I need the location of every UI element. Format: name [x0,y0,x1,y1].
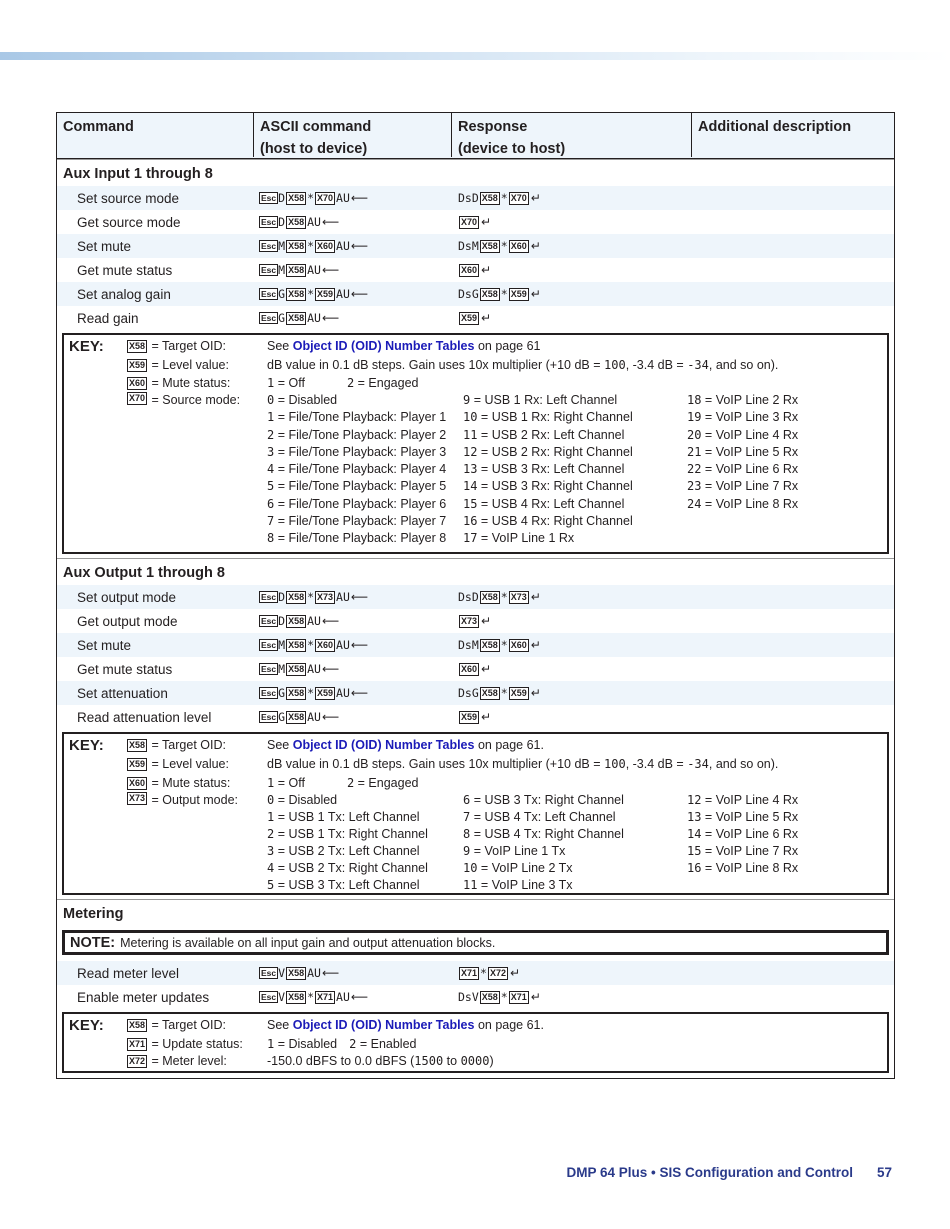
mode-entry: 19 = VoIP Line 3 Rx [687,410,799,425]
variable-token: X60 [317,240,334,251]
oid-table-link[interactable]: Object ID (OID) Number Tables [292,339,475,353]
response: DsG X58 * X59 ↵ [458,686,541,700]
note-label: NOTE: [70,934,116,951]
response: DsD X58 * X73 ↵ [458,590,541,604]
command-name: Set mute [77,238,132,254]
header-band [0,52,950,60]
section-title-metering: Metering [63,906,124,922]
ascii-command: Esc G X58 AU ⟵ [261,311,340,325]
enter-arrow-icon: ⟵ [321,662,340,676]
enter-arrow-icon: ⟵ [321,710,340,724]
key-box-aux-output: KEY: X58 = Target OID: See Object ID (OID) Number Tables on page 61. X59 = Level value: dB value in 0.1 dB steps. Gain uses 10x multiplier (+10 dB = 100, -3.4 dB = -34, and so on). X60 = Mute status: 1 = Off 2 = Engaged X73 = Output mode: 0 = Disabled 1 = USB 1 Tx: Left Channel 2 = USB 1 Tx: Right Channel 3 = USB 2 Tx: Left Channel 4 = USB 2 Tx: Right Channel 5 = USB 3 Tx: Left Channel 6 = USB 3 Tx: Right Channel 7 = USB 4 Tx: Left Channel 8 = USB 4 Tx: Right Channel 9 = VoIP Line 1 Tx 10 = VoIP Line 2 Tx 11 = VoIP Line 3 Tx 12 = VoIP Line 4 Rx 13 = VoIP Line 5 Rx 14 = VoIP Line 6 Rx 15 = VoIP Line 7 Rx 16 = VoIP Line 8 Rx [62,732,889,895]
return-arrow-icon: ↵ [530,990,541,1004]
variable-token: Esc [261,688,277,698]
note-box [62,930,889,955]
command-name: Get mute status [77,262,173,278]
key-label: KEY: [69,338,104,355]
variable-token: X71 [461,967,478,978]
variable-token: X70 [510,192,527,203]
command-name: Set output mode [77,589,177,605]
variable-token: X60 [510,639,527,650]
mode-entry: 18 = VoIP Line 2 Rx [687,393,799,407]
mode-entry: 12 = VoIP Line 4 Rx [687,793,799,807]
variable-token: X58 [288,192,305,203]
variable-token: Esc [261,193,277,203]
mode-entry: 4 = USB 2 Tx: Right Channel [267,860,428,875]
command-name: Get output mode [77,613,178,629]
mode-entry: 9 = VoIP Line 1 Tx [463,843,566,858]
variable-token: Esc [261,265,277,275]
ascii-command: Esc M X58 AU ⟵ [261,662,340,676]
key-box-aux-input: KEY: X58 = Target OID: See Object ID (OID) Number Tables on page 61 X59 = Level value: dB value in 0.1 dB steps. Gain uses 10x multiplier (+10 dB = 100, -3.4 dB = -34, and so on). X60 = Mute status: 1 = Off 2 = Engaged X70 = Source mode: 0 = Disabled 1 = File/Tone Playback: Player 1 2 = File/Tone Playback: Player 2 3 = File/Tone Playback: Player 3 4 = File/Tone Playback: Player 4 5 = File/Tone Playback: Player 5 6 = File/Tone Playback: Player 6 7 = File/Tone Playback: Player 7 8 = File/Tone Playback: Player 8 9 = USB 1 Rx: Left Channel 10 = USB 1 Rx: Right Channel 11 = USB 2 Rx: Left Channel 12 = USB 2 Rx: Right Channel 13 = USB 3 Rx: Left Channel 14 = USB 3 Rx: Right Channel 15 = USB 4 Rx: Left Channel 16 = USB 4 Rx: Right Channel 17 = VoIP Line 1 Rx 18 = VoIP Line 2 Rx 19 = VoIP Line 3 Rx 20 = VoIP Line 4 Rx 21 = VoIP Line 5 Rx 22 = VoIP Line 6 Rx 23 = VoIP Line 7 Rx 24 = VoIP Line 8 Rx [62,333,889,554]
variable-token: X70 [129,393,146,403]
return-arrow-icon: ↵ [481,614,492,628]
col-response: Response [458,119,528,135]
mode-entry: 7 = File/Tone Playback: Player 7 [267,514,447,529]
return-arrow-icon: ↵ [530,239,541,253]
variable-token: X60 [510,240,527,251]
mode-entry: 22 = VoIP Line 6 Rx [687,462,799,477]
ascii-command: Esc D X58 * X70 AU ⟵ [261,191,369,205]
col-ascii: ASCII command [260,119,372,135]
enter-arrow-icon: ⟵ [321,263,340,277]
command-table [56,112,895,1079]
variable-token: X58 [288,711,305,722]
mode-entry: 16 = VoIP Line 8 Rx [687,860,799,875]
variable-token: Esc [261,712,277,722]
response [458,311,491,325]
response [458,614,491,628]
ascii-command: Esc V X58 AU ⟵ [261,966,340,980]
variable-token: X71 [510,991,527,1002]
output-mode-list [267,792,887,893]
enter-arrow-icon: ⟵ [350,990,369,1004]
mode-entry: 4 = File/Tone Playback: Player 4 [267,462,447,477]
enter-arrow-icon: ⟵ [321,966,340,980]
mode-entry: 16 = USB 4 Rx: Right Channel [463,514,633,529]
mode-entry: 21 = VoIP Line 5 Rx [687,444,799,459]
return-arrow-icon: ↵ [481,263,492,277]
variable-token: X60 [317,639,334,650]
variable-token: X60 [461,264,478,275]
ascii-command: Esc D X58 AU ⟵ [261,614,340,628]
col-description: Additional description [698,119,852,135]
variable-token: Esc [261,992,277,1002]
variable-token: X58 [288,591,305,602]
ascii-command: Esc D X58 AU ⟵ [261,215,340,229]
variable-token: X58 [481,240,498,251]
mode-entry: 6 = File/Tone Playback: Player 6 [267,496,447,511]
page-footer [566,1165,892,1180]
response: DsM X58 * X60 ↵ [458,638,541,652]
enter-arrow-icon: ⟵ [350,686,369,700]
enter-arrow-icon: ⟵ [350,239,369,253]
response: DsM X58 * X60 ↵ [458,239,541,253]
command-name: Set source mode [77,190,180,206]
mode-column [267,392,463,548]
mode-column [687,392,837,548]
variable-token: X58 [481,288,498,299]
mode-entry: 8 = USB 4 Tx: Right Channel [463,826,624,841]
mode-entry: 20 = VoIP Line 4 Rx [687,427,799,442]
enter-arrow-icon: ⟵ [350,191,369,205]
variable-token: X58 [129,740,146,750]
variable-token: X58 [288,967,305,978]
table-row [57,585,894,609]
ascii-command: Esc G X58 AU ⟵ [261,710,340,724]
variable-token: X58 [288,288,305,299]
variable-token: Esc [261,640,277,650]
table-row [57,985,894,1009]
mode-entry: 7 = USB 4 Tx: Left Channel [463,809,616,824]
table-row [57,961,894,985]
return-arrow-icon: ↵ [481,311,492,325]
command-name: Read meter level [77,965,180,981]
mode-entry: 12 = USB 2 Rx: Right Channel [463,444,633,459]
variable-token: X58 [288,663,305,674]
variable-token: X59 [129,360,146,370]
variable-token: X72 [489,967,506,978]
mode-entry: 5 = File/Tone Playback: Player 5 [267,479,447,494]
variable-token: X58 [288,312,305,323]
ascii-command: Esc G X58 * X59 AU ⟵ [261,287,369,301]
variable-token: X58 [288,240,305,251]
return-arrow-icon: ↵ [481,215,492,229]
mode-entry: 1 = File/Tone Playback: Player 1 [267,410,447,425]
variable-token: X58 [481,687,498,698]
mode-entry: 17 = VoIP Line 1 Rx [463,531,575,546]
response [458,710,491,724]
mode-entry: 1 = USB 1 Tx: Left Channel [267,809,420,824]
variable-token: X72 [129,1056,146,1066]
note-text: Metering is available on all input gain and output attenuation blocks. [120,935,496,950]
return-arrow-icon: ↵ [509,966,521,980]
variable-token: Esc [261,217,277,227]
return-arrow-icon: ↵ [530,686,541,700]
table-row [57,210,894,234]
variable-token: X60 [461,663,478,674]
variable-token: X73 [317,591,334,602]
source-mode-list [267,392,887,548]
table-row [57,258,894,282]
variable-token: X73 [461,615,478,626]
mode-entry: 13 = USB 3 Rx: Left Channel [463,462,625,477]
mode-entry: 11 = VoIP Line 3 Tx [463,877,573,892]
variable-token: X58 [288,615,305,626]
mode-entry: 15 = VoIP Line 7 Rx [687,843,799,858]
command-name: Read gain [77,310,139,326]
key-label: KEY: [69,1017,104,1034]
enter-arrow-icon: ⟵ [350,590,369,604]
enter-arrow-icon: ⟵ [321,311,340,325]
mode-entry: 24 = VoIP Line 8 Rx [687,496,799,511]
enter-arrow-icon: ⟵ [350,287,369,301]
variable-token: X58 [288,991,305,1002]
col-command: Command [63,119,134,135]
mode-entry: 2 = USB 1 Tx: Right Channel [267,826,428,841]
variable-token: X70 [317,192,334,203]
ascii-command: Esc V X58 * X71 AU ⟵ [261,990,369,1004]
mode-column [463,392,687,548]
ascii-command: Esc D X58 * X73 AU ⟵ [261,590,369,604]
variable-token: Esc [261,313,277,323]
variable-token: X58 [129,341,146,351]
ascii-command: Esc M X58 * X60 AU ⟵ [261,638,369,652]
variable-token: X58 [288,639,305,650]
variable-token: X59 [317,687,334,698]
table-row [57,705,894,729]
footer-title: DMP 64 Plus • SIS Configuration and Control [566,1165,853,1180]
mode-entry: 23 = VoIP Line 7 Rx [687,479,799,494]
variable-token: X70 [461,216,478,227]
command-name: Read attenuation level [77,709,212,725]
mode-entry: 9 = USB 1 Rx: Left Channel [463,393,618,407]
variable-token: X60 [129,778,146,788]
enter-arrow-icon: ⟵ [321,215,340,229]
mode-entry: 10 = USB 1 Rx: Right Channel [463,410,633,425]
mode-column [267,792,463,893]
response: DsV X58 * X71 ↵ [458,990,541,1004]
variable-token: Esc [261,664,277,674]
command-name: Set analog gain [77,286,171,302]
variable-token: Esc [261,289,277,299]
response: DsD X58 * X70 ↵ [458,191,541,205]
variable-token: Esc [261,592,277,602]
table-row [57,234,894,258]
variable-token: X59 [129,759,146,769]
mode-entry: 13 = VoIP Line 5 Rx [687,809,799,824]
mode-entry: 14 = USB 3 Rx: Right Channel [463,479,633,494]
mode-entry: 0 = Disabled [267,393,338,407]
variable-token: X58 [288,216,305,227]
variable-token: X58 [129,1020,146,1030]
table-row [57,609,894,633]
variable-token: X58 [481,639,498,650]
response: X71 * X72 ↵ [461,966,521,980]
variable-token: Esc [261,616,277,626]
variable-token: X58 [288,687,305,698]
variable-token: X59 [510,687,527,698]
command-name: Get source mode [77,214,181,230]
variable-token: X59 [461,312,478,323]
table-row [57,633,894,657]
col-ascii-sub: (host to device) [260,141,368,157]
variable-token: X71 [317,991,334,1002]
command-name: Get mute status [77,661,173,677]
mode-column [687,792,837,893]
table-row [57,681,894,705]
mode-entry: 2 = File/Tone Playback: Player 2 [267,427,447,442]
return-arrow-icon: ↵ [481,710,492,724]
variable-token: X60 [129,378,146,388]
enter-arrow-icon: ⟵ [350,638,369,652]
page-number: 57 [876,1165,892,1180]
table-row [57,657,894,681]
oid-table-link[interactable]: Object ID (OID) Number Tables [292,1018,475,1032]
variable-token: X58 [481,591,498,602]
command-name: Set mute [77,637,132,653]
command-name: Enable meter updates [77,989,210,1005]
variable-token: X58 [481,991,498,1002]
ascii-command: Esc G X58 * X59 AU ⟵ [261,686,369,700]
variable-token: X59 [510,288,527,299]
variable-token: X73 [129,793,146,803]
return-arrow-icon: ↵ [481,662,492,676]
key-box-metering: KEY: X58 = Target OID: See Object ID (OID) Number Tables on page 61. X71 = Update status: 1 = Disabled 2 = Enabled X72 = Meter level: -150.0 dBFS to 0.0 dBFS (1500 to 0000) [62,1012,889,1073]
response: DsG X58 * X59 ↵ [458,287,541,301]
oid-table-link[interactable]: Object ID (OID) Number Tables [292,738,475,752]
mode-entry: 14 = VoIP Line 6 Rx [687,826,799,841]
variable-token: X73 [510,591,527,602]
key-label: KEY: [69,737,104,754]
variable-token: X59 [317,288,334,299]
table-row [57,306,894,330]
ascii-command: Esc M X58 * X60 AU ⟵ [261,239,369,253]
mode-entry: 5 = USB 3 Tx: Left Channel [267,877,420,892]
response [458,662,491,676]
return-arrow-icon: ↵ [530,638,541,652]
table-row [57,282,894,306]
variable-token: X58 [288,264,305,275]
mode-entry: 3 = File/Tone Playback: Player 3 [267,444,447,459]
mode-entry: 0 = Disabled [267,793,338,807]
return-arrow-icon: ↵ [530,191,541,205]
variable-token: X58 [481,192,498,203]
mode-entry: 8 = File/Tone Playback: Player 8 [267,531,447,546]
return-arrow-icon: ↵ [530,287,541,301]
variable-token: X71 [129,1039,146,1049]
response [458,215,491,229]
mode-entry: 15 = USB 4 Rx: Left Channel [463,496,625,511]
return-arrow-icon: ↵ [530,590,541,604]
section-title-aux-output: Aux Output 1 through 8 [63,565,225,581]
mode-entry: 10 = VoIP Line 2 Tx [463,860,573,875]
variable-token: Esc [261,968,277,978]
command-name: Set attenuation [77,685,168,701]
mode-entry: 3 = USB 2 Tx: Left Channel [267,843,420,858]
ascii-command: Esc M X58 AU ⟵ [261,263,340,277]
mode-entry: 6 = USB 3 Tx: Right Channel [463,793,624,807]
mode-entry: 11 = USB 2 Rx: Left Channel [463,427,625,442]
table-row [57,186,894,210]
enter-arrow-icon: ⟵ [321,614,340,628]
table-header [57,113,894,159]
variable-token: Esc [261,241,277,251]
variable-token: X59 [461,711,478,722]
section-title-aux-input: Aux Input 1 through 8 [63,166,213,182]
col-response-sub: (device to host) [458,141,566,157]
response [458,263,491,277]
mode-column [463,792,687,893]
